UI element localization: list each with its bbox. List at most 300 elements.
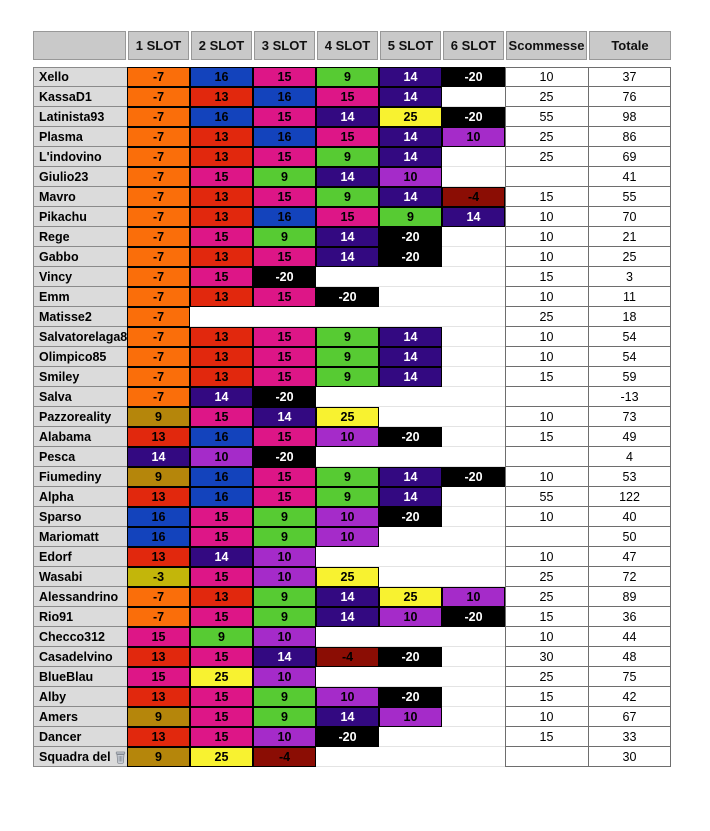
scommesse-cell: 10 <box>505 207 588 227</box>
totale-cell: -13 <box>588 387 671 407</box>
slot-empty-cell <box>316 627 379 647</box>
slot-score-cell: 10 <box>442 127 505 147</box>
player-name-cell <box>33 267 127 287</box>
slot-score-cell: 14 <box>379 67 442 87</box>
scommesse-cell: 10 <box>505 407 588 427</box>
column-header: Totale <box>589 31 671 60</box>
scommesse-cell: 25 <box>505 587 588 607</box>
slot-score-cell: 16 <box>190 67 253 87</box>
slot-score-cell: 13 <box>127 427 190 447</box>
slot-empty-cell <box>442 387 505 407</box>
player-name: Mavro <box>39 190 76 204</box>
totale-cell: 41 <box>588 167 671 187</box>
scommesse-cell: 25 <box>505 307 588 327</box>
slot-score-cell: 9 <box>253 227 316 247</box>
player-name: L'indovino <box>39 150 102 164</box>
player-name: Pazzoreality <box>39 410 112 424</box>
slot-score-cell: 10 <box>442 587 505 607</box>
scommesse-cell: 10 <box>505 507 588 527</box>
slot-empty-cell <box>442 147 505 167</box>
totale-cell: 54 <box>588 327 671 347</box>
slot-score-cell: 14 <box>127 447 190 467</box>
slot-score-cell: -7 <box>127 227 190 247</box>
player-name: Olimpico85 <box>39 350 107 364</box>
scommesse-cell: 25 <box>505 667 588 687</box>
slot-empty-cell <box>379 407 442 427</box>
slot-score-cell: 14 <box>190 547 253 567</box>
slot-empty-cell <box>442 367 505 387</box>
totale-cell: 69 <box>588 147 671 167</box>
totale-cell: 18 <box>588 307 671 327</box>
slot-score-cell: -7 <box>127 327 190 347</box>
slot-empty-cell <box>442 327 505 347</box>
slot-score-cell: 16 <box>190 487 253 507</box>
slot-score-cell: -4 <box>442 187 505 207</box>
slot-score-cell: 14 <box>316 167 379 187</box>
column-header: 4 SLOT <box>317 31 378 60</box>
slot-score-cell: 9 <box>127 747 190 767</box>
slot-score-cell: 16 <box>127 507 190 527</box>
totale-cell: 37 <box>588 67 671 87</box>
totale-cell: 48 <box>588 647 671 667</box>
slot-score-cell: 13 <box>190 207 253 227</box>
player-name-cell <box>33 227 127 247</box>
player-name: Gabbo <box>39 250 79 264</box>
player-name-cell <box>33 587 127 607</box>
slot-score-cell: 14 <box>316 247 379 267</box>
slot-score-cell: -4 <box>316 647 379 667</box>
slot-empty-cell <box>379 287 442 307</box>
slot-score-cell: 9 <box>316 347 379 367</box>
player-name-cell <box>33 87 127 107</box>
slot-score-cell: -7 <box>127 207 190 227</box>
slot-score-cell: 13 <box>190 587 253 607</box>
slot-score-cell: 16 <box>190 107 253 127</box>
column-header: 2 SLOT <box>191 31 252 60</box>
player-name: Edorf <box>39 550 72 564</box>
player-name: Smiley <box>39 370 80 384</box>
slot-score-cell: 13 <box>127 547 190 567</box>
slot-score-cell: 25 <box>316 407 379 427</box>
slot-score-cell: 14 <box>316 107 379 127</box>
column-header: 1 SLOT <box>128 31 189 60</box>
slot-score-cell: -20 <box>253 447 316 467</box>
player-name: Alessandrino <box>39 590 119 604</box>
slot-score-cell: -20 <box>253 267 316 287</box>
slot-score-cell: 15 <box>253 367 316 387</box>
slot-score-cell: 15 <box>253 487 316 507</box>
slot-score-cell: 13 <box>127 727 190 747</box>
slot-empty-cell <box>442 347 505 367</box>
player-name-cell <box>33 507 127 527</box>
slot-score-cell: 15 <box>190 707 253 727</box>
scommesse-cell: 10 <box>505 467 588 487</box>
totale-cell: 36 <box>588 607 671 627</box>
slot-score-cell: 10 <box>316 507 379 527</box>
slot-score-cell: 9 <box>253 707 316 727</box>
player-name: Alby <box>39 690 67 704</box>
totale-cell: 53 <box>588 467 671 487</box>
slot-score-cell: 15 <box>190 527 253 547</box>
slot-score-cell: 9 <box>253 507 316 527</box>
slot-score-cell: 9 <box>316 367 379 387</box>
slot-score-cell: 15 <box>253 247 316 267</box>
slot-score-cell: 25 <box>379 107 442 127</box>
slot-score-cell: 15 <box>253 287 316 307</box>
column-header: 5 SLOT <box>380 31 441 60</box>
scommesse-cell: 15 <box>505 687 588 707</box>
slot-score-cell: -7 <box>127 67 190 87</box>
slot-score-cell: -7 <box>127 367 190 387</box>
scommesse-cell <box>505 387 588 407</box>
slot-score-cell: 10 <box>316 427 379 447</box>
totale-cell: 33 <box>588 727 671 747</box>
player-name-cell <box>33 607 127 627</box>
slot-empty-cell <box>442 727 505 747</box>
slot-empty-cell <box>442 687 505 707</box>
slot-score-cell: 14 <box>379 367 442 387</box>
slot-empty-cell <box>379 527 442 547</box>
slot-score-cell: 10 <box>190 447 253 467</box>
slot-score-cell: 10 <box>253 627 316 647</box>
slot-score-cell: -7 <box>127 147 190 167</box>
slot-score-cell: 9 <box>127 707 190 727</box>
slot-empty-cell <box>379 307 442 327</box>
scommesse-cell: 55 <box>505 107 588 127</box>
scommesse-cell: 10 <box>505 327 588 347</box>
slot-score-cell: -20 <box>379 247 442 267</box>
slot-score-cell: 9 <box>253 587 316 607</box>
totale-cell: 3 <box>588 267 671 287</box>
scommesse-cell: 10 <box>505 627 588 647</box>
player-name: Rege <box>39 230 70 244</box>
slot-score-cell: 15 <box>190 647 253 667</box>
slot-score-cell: 16 <box>190 427 253 447</box>
totale-cell: 122 <box>588 487 671 507</box>
slot-score-cell: 14 <box>316 587 379 607</box>
slot-score-cell: -7 <box>127 167 190 187</box>
wastebasket-icon <box>115 751 126 764</box>
player-name-cell <box>33 467 127 487</box>
table-header-row <box>33 31 671 60</box>
slot-score-cell: 9 <box>316 187 379 207</box>
player-name-cell <box>33 327 127 347</box>
slot-score-cell: 9 <box>316 147 379 167</box>
slot-score-cell: 15 <box>190 407 253 427</box>
slot-empty-cell <box>379 447 442 467</box>
totale-cell: 40 <box>588 507 671 527</box>
slot-score-cell: 25 <box>316 567 379 587</box>
totale-cell: 98 <box>588 107 671 127</box>
slot-score-cell: 25 <box>190 667 253 687</box>
slot-empty-cell <box>442 527 505 547</box>
column-header: Scommesse <box>506 31 587 60</box>
slot-score-cell: 14 <box>379 327 442 347</box>
slot-empty-cell <box>316 387 379 407</box>
slot-score-cell: 14 <box>442 207 505 227</box>
slot-score-cell: -3 <box>127 567 190 587</box>
totale-cell: 72 <box>588 567 671 587</box>
player-name-cell <box>33 347 127 367</box>
slot-score-cell: 13 <box>127 687 190 707</box>
player-name: Squadra del <box>39 750 111 764</box>
player-name-cell <box>33 287 127 307</box>
slot-score-cell: 16 <box>253 87 316 107</box>
player-name-cell <box>33 407 127 427</box>
player-name-cell <box>33 247 127 267</box>
scommesse-cell <box>505 527 588 547</box>
scommesse-cell <box>505 447 588 467</box>
scommesse-cell: 30 <box>505 647 588 667</box>
slot-score-cell: -7 <box>127 87 190 107</box>
player-name-cell <box>33 567 127 587</box>
slot-score-cell: -7 <box>127 267 190 287</box>
player-name-cell <box>33 627 127 647</box>
slot-score-cell: 13 <box>127 487 190 507</box>
player-name-cell <box>33 547 127 567</box>
slot-empty-cell <box>442 567 505 587</box>
player-name: Pikachu <box>39 210 87 224</box>
totale-cell: 70 <box>588 207 671 227</box>
slot-score-cell: 15 <box>253 147 316 167</box>
slot-empty-cell <box>379 267 442 287</box>
slot-score-cell: 14 <box>379 87 442 107</box>
slot-score-cell: 15 <box>253 107 316 127</box>
slot-empty-cell <box>253 307 316 327</box>
slot-score-cell: -7 <box>127 187 190 207</box>
slot-score-cell: 15 <box>190 167 253 187</box>
slot-score-cell: 10 <box>253 667 316 687</box>
slot-score-cell: 10 <box>253 567 316 587</box>
slot-score-cell: 15 <box>190 267 253 287</box>
slot-score-cell: 9 <box>127 467 190 487</box>
slot-score-cell: 25 <box>190 747 253 767</box>
totale-cell: 89 <box>588 587 671 607</box>
slot-score-cell: 14 <box>379 467 442 487</box>
slot-empty-cell <box>442 227 505 247</box>
slot-score-cell: 14 <box>379 187 442 207</box>
slot-empty-cell <box>442 407 505 427</box>
scommesse-cell: 15 <box>505 427 588 447</box>
totale-cell: 54 <box>588 347 671 367</box>
player-name: Xello <box>39 70 69 84</box>
totale-cell: 4 <box>588 447 671 467</box>
player-name: KassaD1 <box>39 90 92 104</box>
scommesse-cell: 10 <box>505 547 588 567</box>
slot-score-cell: 9 <box>190 627 253 647</box>
slot-score-cell: -20 <box>253 387 316 407</box>
slot-score-cell: 15 <box>190 607 253 627</box>
player-name-cell <box>33 67 127 87</box>
scommesse-cell: 15 <box>505 187 588 207</box>
slot-empty-cell <box>316 447 379 467</box>
player-name-cell <box>33 707 127 727</box>
slot-score-cell: -7 <box>127 387 190 407</box>
slot-score-cell: 13 <box>190 327 253 347</box>
slot-score-cell: 9 <box>127 407 190 427</box>
slot-score-cell: 15 <box>316 127 379 147</box>
slot-score-cell: 13 <box>190 187 253 207</box>
slot-empty-cell <box>316 547 379 567</box>
slot-empty-cell <box>442 547 505 567</box>
scommesse-cell: 25 <box>505 147 588 167</box>
totale-cell: 50 <box>588 527 671 547</box>
slot-score-cell: 9 <box>253 527 316 547</box>
slot-empty-cell <box>316 747 379 767</box>
player-name-cell <box>33 727 127 747</box>
slot-empty-cell <box>442 747 505 767</box>
totale-cell: 30 <box>588 747 671 767</box>
player-name-cell <box>33 187 127 207</box>
slot-score-cell: -20 <box>379 227 442 247</box>
scommesse-cell: 10 <box>505 347 588 367</box>
player-name: Salva <box>39 390 72 404</box>
slot-empty-cell <box>442 287 505 307</box>
slot-score-cell: 13 <box>190 127 253 147</box>
slot-score-cell: 15 <box>127 627 190 647</box>
slot-score-cell: 14 <box>316 227 379 247</box>
player-name: BlueBlau <box>39 670 94 684</box>
slot-score-cell: 10 <box>253 547 316 567</box>
totale-cell: 47 <box>588 547 671 567</box>
slot-empty-cell <box>442 427 505 447</box>
totale-cell: 25 <box>588 247 671 267</box>
slot-score-cell: 14 <box>379 147 442 167</box>
slot-score-cell: 16 <box>253 207 316 227</box>
player-name-cell <box>33 367 127 387</box>
scommesse-cell: 10 <box>505 707 588 727</box>
player-name: Checco312 <box>39 630 106 644</box>
slot-score-cell: -20 <box>316 727 379 747</box>
player-name: Rio91 <box>39 610 74 624</box>
slot-score-cell: -20 <box>442 67 505 87</box>
scommesse-cell: 10 <box>505 287 588 307</box>
player-name-cell <box>33 487 127 507</box>
slot-empty-cell <box>379 547 442 567</box>
column-header: 3 SLOT <box>254 31 315 60</box>
scommesse-cell: 15 <box>505 607 588 627</box>
slot-score-cell: 15 <box>253 187 316 207</box>
slot-empty-cell <box>190 307 253 327</box>
slot-score-cell: 13 <box>127 647 190 667</box>
slot-empty-cell <box>316 667 379 687</box>
scommesse-cell: 10 <box>505 247 588 267</box>
totale-cell: 73 <box>588 407 671 427</box>
player-name-cell <box>33 387 127 407</box>
player-name-cell <box>33 107 127 127</box>
player-name-cell <box>33 527 127 547</box>
slot-score-cell: -20 <box>442 467 505 487</box>
slot-empty-cell <box>379 727 442 747</box>
scommesse-cell: 10 <box>505 67 588 87</box>
player-name: Mariomatt <box>39 530 99 544</box>
player-name: Amers <box>39 710 78 724</box>
slot-score-cell: 15 <box>253 347 316 367</box>
totale-cell: 55 <box>588 187 671 207</box>
slot-score-cell: 9 <box>253 167 316 187</box>
slot-score-cell: 13 <box>190 347 253 367</box>
player-name: Salvatorelaga8 <box>39 330 127 344</box>
column-header <box>33 31 126 60</box>
slot-empty-cell <box>442 487 505 507</box>
slot-score-cell: -7 <box>127 347 190 367</box>
slot-score-cell: 15 <box>190 567 253 587</box>
slot-score-cell: -7 <box>127 607 190 627</box>
slot-score-cell: -20 <box>442 107 505 127</box>
slot-score-cell: -20 <box>379 507 442 527</box>
player-name: Sparso <box>39 510 82 524</box>
player-name: Emm <box>39 290 70 304</box>
slot-score-cell: 14 <box>253 407 316 427</box>
slot-score-cell: 16 <box>190 467 253 487</box>
player-name: Fiumediny <box>39 470 102 484</box>
slot-empty-cell <box>379 387 442 407</box>
slot-score-cell: 10 <box>379 607 442 627</box>
player-name-cell <box>33 147 127 167</box>
slot-empty-cell <box>442 247 505 267</box>
player-name: Casadelvino <box>39 650 113 664</box>
slot-score-cell: 14 <box>379 347 442 367</box>
slot-score-cell: 15 <box>253 67 316 87</box>
slot-score-cell: -20 <box>379 427 442 447</box>
slot-score-cell: 16 <box>127 527 190 547</box>
column-header: 6 SLOT <box>443 31 504 60</box>
slot-score-cell: -20 <box>442 607 505 627</box>
slot-score-cell: 10 <box>253 727 316 747</box>
slot-empty-cell <box>442 167 505 187</box>
slot-empty-cell <box>442 667 505 687</box>
player-name-cell <box>33 127 127 147</box>
slot-score-cell: 15 <box>190 687 253 707</box>
slot-score-cell: 10 <box>316 687 379 707</box>
player-name: Wasabi <box>39 570 83 584</box>
slot-score-cell: 15 <box>127 667 190 687</box>
player-name-cell <box>33 307 127 327</box>
slot-score-cell: 10 <box>379 707 442 727</box>
slot-score-cell: 9 <box>379 207 442 227</box>
slot-score-cell: 9 <box>316 487 379 507</box>
slot-empty-cell <box>379 667 442 687</box>
slot-score-cell: 10 <box>379 167 442 187</box>
slot-empty-cell <box>442 307 505 327</box>
slot-score-cell: 15 <box>316 207 379 227</box>
slot-score-cell: 9 <box>253 687 316 707</box>
slot-score-cell: 14 <box>379 127 442 147</box>
slot-empty-cell <box>442 267 505 287</box>
slot-score-cell: -20 <box>379 687 442 707</box>
player-name: Giulio23 <box>39 170 89 184</box>
scommesse-cell <box>505 167 588 187</box>
player-name-cell <box>33 647 127 667</box>
slot-score-cell: 15 <box>253 427 316 447</box>
scommesse-cell: 25 <box>505 87 588 107</box>
slot-score-cell: 9 <box>316 467 379 487</box>
slot-score-cell: -7 <box>127 247 190 267</box>
slot-score-cell: 15 <box>190 507 253 527</box>
slot-empty-cell <box>442 627 505 647</box>
slot-score-cell: 13 <box>190 247 253 267</box>
player-name: Alabama <box>39 430 92 444</box>
player-name: Matisse2 <box>39 310 92 324</box>
scommesse-cell: 25 <box>505 127 588 147</box>
scommesse-cell: 55 <box>505 487 588 507</box>
slot-score-cell: 15 <box>253 467 316 487</box>
player-name-cell <box>33 687 127 707</box>
slot-empty-cell <box>379 747 442 767</box>
slot-score-cell: 9 <box>253 607 316 627</box>
slot-score-cell: 14 <box>316 707 379 727</box>
slot-score-cell: -4 <box>253 747 316 767</box>
